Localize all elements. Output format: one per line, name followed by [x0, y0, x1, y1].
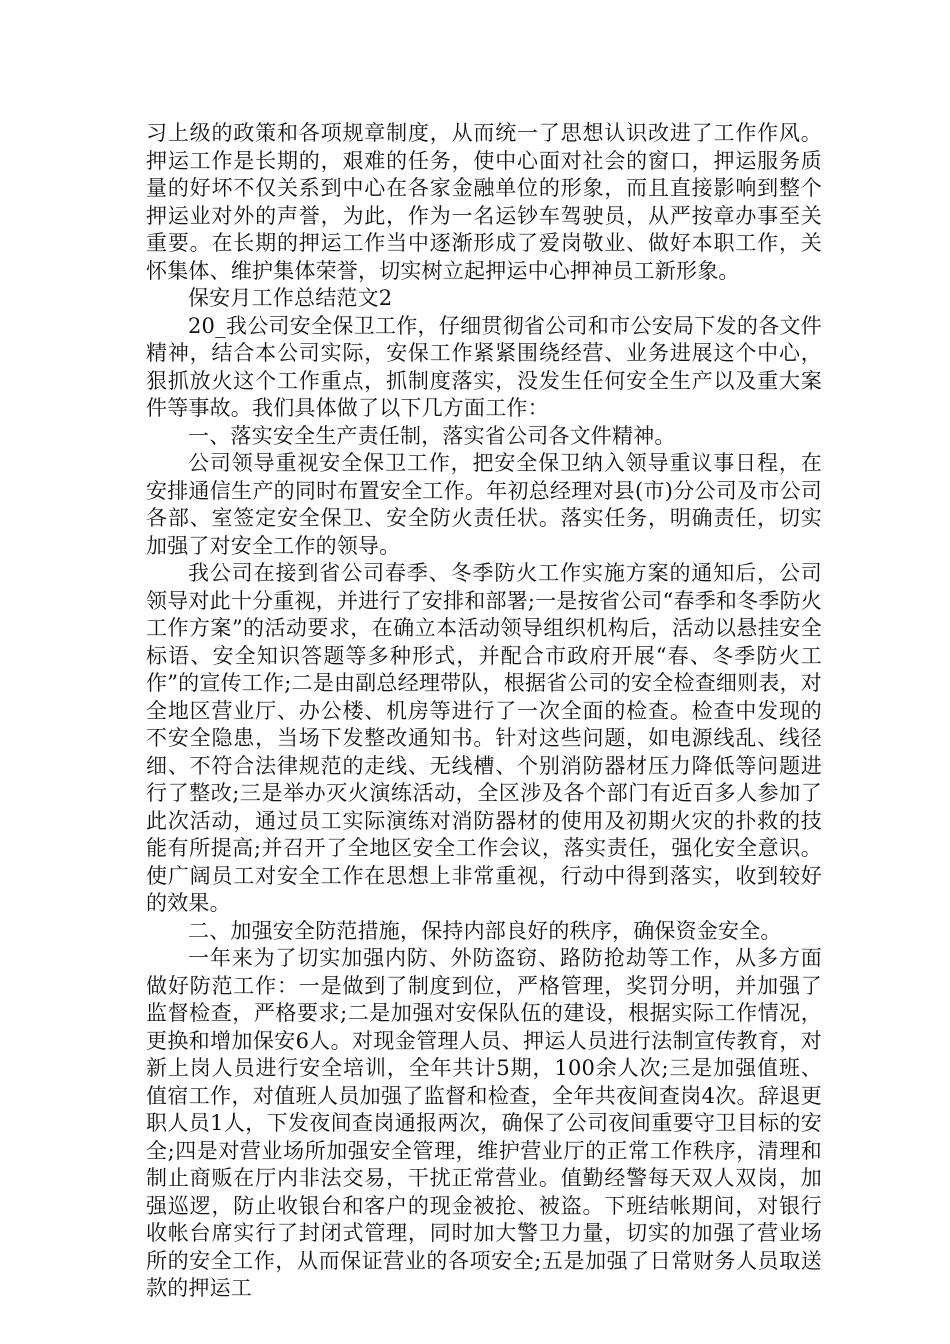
section-title: 保安月工作总结范文2	[188, 286, 393, 310]
paragraph-leadership: 公司领导重视安全保卫工作，把安全保卫纳入领导重议事日程，在安排通信生产的同时布置安全工作。年初总经理对县(市)分公司及市公司各部、室签定安全保卫、安全防火责任状。落实任务，明确责任，切实加强了对安全工作的领导。	[146, 451, 822, 558]
paragraph-fire-prevention: 我公司在接到省公司春季、冬季防火工作实施方案的通知后，公司领导对此十分重视，并进行了安排和部署;一是按省公司“春季和冬季防火工作方案”的活动要求，在确立本活动领导组织机构后，活动以悬挂安全标语、安全知识答题等多种形式，并配合市政府开展“春、冬季防火工作”的宣传工作;二是由副总经理带队，根据省公司的安全检查细则表，对全地区营业厅、办公楼、机房等进行了一次全面的检查。检查中发现的不安全隐患，当场下发整改通知书。针对这些问题，如电源线乱、线径细、不符合法律规范的走线、无线槽、个别消防器材压力降低等问题进行了整改;三是举办灭火演练活动，全区涉及各个部门有近百多人参加了此次活动，通过员工实际演练对消防器材的使用及初期火灾的扑救的技能有所提高;并召开了全地区安全工作会议，落实责任，强化安全意识。使广阔员工对安全工作在思想上非常重视，行动中得到落实，收到较好的效果。	[146, 561, 822, 915]
paragraph-security-measures: 一年来为了切实加强内防、外防盗窃、路防抢劫等工作，从多方面做好防范工作：一是做到了制度到位，严格管理，奖罚分明，并加强了监督检查，严格要求;二是加强对安保队伍的建设，根据实际工作情况，更换和增加保安6人。对现金管理人员、押运人员进行法制宣传教育，对新上岗人员进行安全培训，全年共计5期，100余人次;三是加强值班、值宿工作，对值班人员加强了监督和检查，全年共夜间查岗4次。辞退更职人员1人，下发夜间查岗通报两次，确保了公司夜间重要守卫目标的安全;四是对营业场所加强安全管理，维护营业厅的正常工作秩序，清理和制止商贩在厅内非法交易，干扰正常营业。值勤经警每天双人双岗，加强巡逻，防止收银台和客户的现金被抢、被盗。下班结帐期间，对银行收帐台席实行了封闭式管理，同时加大警卫力量，切实的加强了营业场所的安全工作，从而保证营业的各项安全;五是加强了日常财务人员取送款的押运工	[146, 946, 822, 1300]
document-body	[146, 120, 822, 1303]
heading-two: 二、加强安全防范措施，保持内部良好的秩序，确保资金安全。	[188, 918, 782, 943]
heading-one: 一、落实安全生产责任制，落实省公司各文件精神。	[188, 423, 676, 448]
paragraph-intro: 20_我公司安全保卫工作，仔细贯彻省公司和市公安局下发的各文件精神，结合本公司实际，安保工作紧紧围绕经营、业务进展这个中心，狠抓放火这个工作重点，抓制度落实，没发生任何安全生产以及重大案件等事故。我们具体做了以下几方面工作：	[146, 313, 822, 420]
paragraph-continuation: 习上级的政策和各项规章制度，从而统一了思想认识改进了工作作风。押运工作是长期的，艰难的任务，使中心面对社会的窗口，押运服务质量的好坏不仅关系到中心在各家金融单位的形象，而且直接影响到整个押运业对外的声誉，为此，作为一名运钞车驾驶员，从严按章办事至关重要。在长期的押运工作当中逐渐形成了爱岗敬业、做好本职工作，关怀集体、维护集体荣誉，切实树立起押运中心押神员工新形象。	[146, 121, 822, 283]
